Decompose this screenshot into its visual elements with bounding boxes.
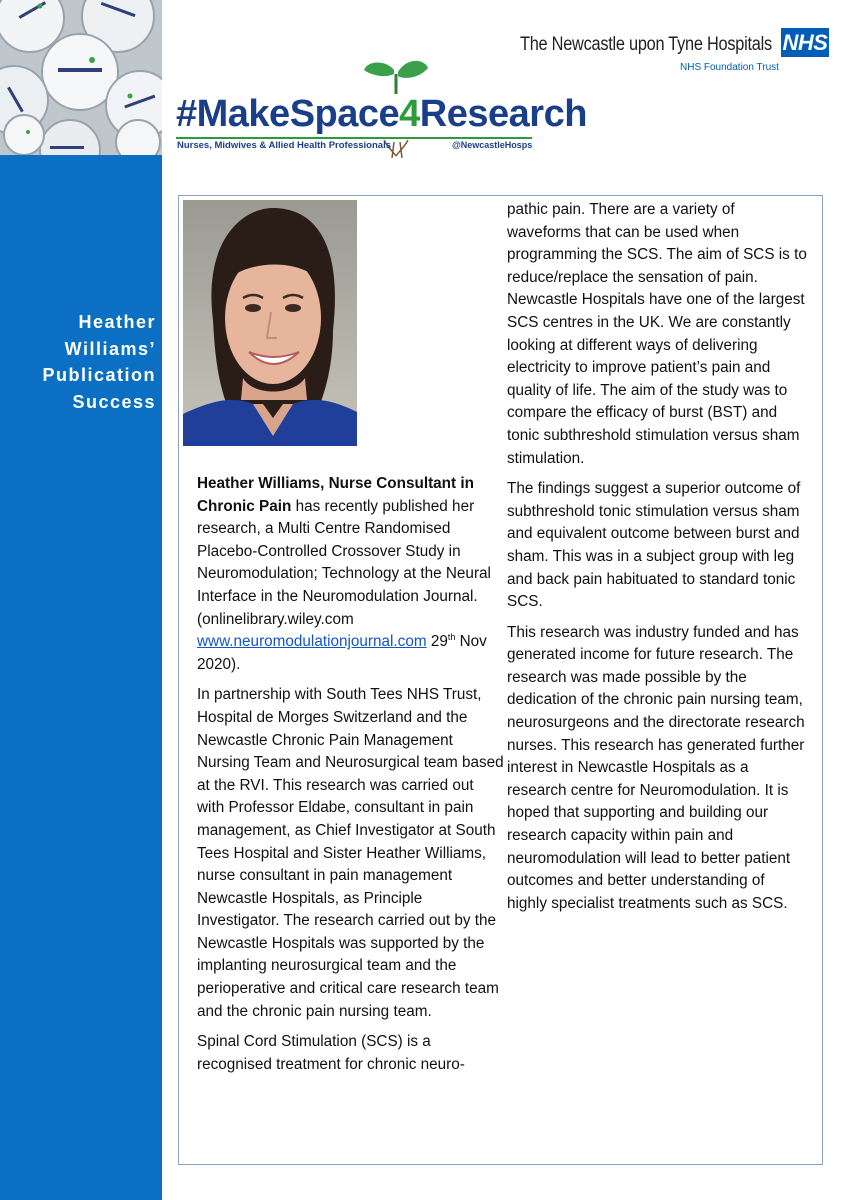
campaign-underline	[176, 137, 532, 139]
nhs-logo: NHS	[782, 30, 828, 55]
publication-day: 29	[426, 633, 448, 651]
scs-paragraph-start: Spinal Cord Stimulation (SCS) is a recognised treatment for chronic neuro-	[197, 1033, 465, 1073]
intro-text: has recently published her research, a Multi Centre Randomised Placebo-Controlled Crossover Study in Neuromodulation; Technology at the Neural Interface in the Neuromodulation Journal. (onlinelibrary.wiley.com	[197, 497, 491, 628]
campaign-hashtag-four: 4	[399, 93, 420, 135]
sidebar-panel	[0, 155, 162, 1200]
article-left-column	[197, 473, 505, 1084]
sidebar-title-line-3: Publication	[42, 365, 156, 385]
campaign-handle: @NewcastleHosps	[452, 140, 533, 150]
scs-paragraph-continued: pathic pain. There are a variety of waveforms that can be used when programming the SCS. The aim of SCS is to reduce/replace the sensation of pain. Newcastle Hospitals have one of the largest SCS centres in the UK. We are constantly looking at different ways of delivering electricity to improve patient’s pain and quality of life. The aim of the study was to compare the efficacy of burst (BST) and tonic subthreshold stimulation versus sham stimulation.	[507, 201, 807, 467]
partnership-paragraph: In partnership with South Tees NHS Trust, Hospital de Morges Switzerland and the Newcastle Chronic Pain Management Nursing Team and Neurosurgical team based at the RVI. This research was carried out with Professor Eldabe, consultant in pain management, as Chief Investigator at South Tees Hospital and Sister Heather Williams, nurse consultant in pain management Newcastle Hospitals, as Principle Investigator. The research carried out by the Newcastle Hospitals was supported by the implanting neurosurgical team and the perioperative and critical care research team and the chronic pain nursing team.	[197, 686, 504, 1020]
intro-bold-text: Heather Williams, Nurse Consultant in Chronic Pain	[197, 475, 474, 515]
publication-date-rest: Nov 2020).	[197, 633, 487, 673]
campaign-hashtag-prefix: #MakeSpace	[176, 93, 400, 135]
sidebar-title-line-2: Williams’	[64, 338, 156, 359]
campaign-hashtag	[176, 94, 587, 134]
sidebar-title	[6, 309, 156, 415]
journal-link[interactable]: www.neuromodulationjournal.com	[197, 633, 427, 651]
trust-name: The Newcastle upon Tyne Hospitals	[520, 34, 772, 55]
campaign-hashtag-suffix: Research	[419, 93, 587, 135]
intro-paragraph	[197, 473, 505, 676]
funding-paragraph: This research was industry funded and has generated income for future research. The research was made possible by the dedication of the chronic pain nursing team, neurosurgeons and the directorate research nurses. This research has generated further interest in Newcastle Hospitals as a research centre for Neuromodulation. It is hoped that supporting and building our research capacity within pain and neuromodulation will lead to better patient outcomes and better understanding of highly specialist treatments such as SCS.	[507, 623, 805, 912]
campaign-subtitle: Nurses, Midwives & Allied Health Professionals	[177, 140, 391, 151]
publication-day-suffix: th	[447, 632, 456, 643]
findings-paragraph: The findings suggest a superior outcome of subthreshold tonic stimulation versus sham and equivalent outcome between burst and sham. This was in a subject group with leg and back pain habituated to standard tonic SCS.	[507, 480, 801, 611]
sidebar-title-line-1: Heather	[78, 312, 156, 332]
trust-type: NHS Foundation Trust	[680, 62, 779, 73]
sidebar-title-line-4: Success	[72, 391, 156, 412]
article-right-column	[507, 199, 807, 923]
portrait-photo	[183, 200, 357, 446]
badge-collage-photo	[0, 0, 162, 155]
